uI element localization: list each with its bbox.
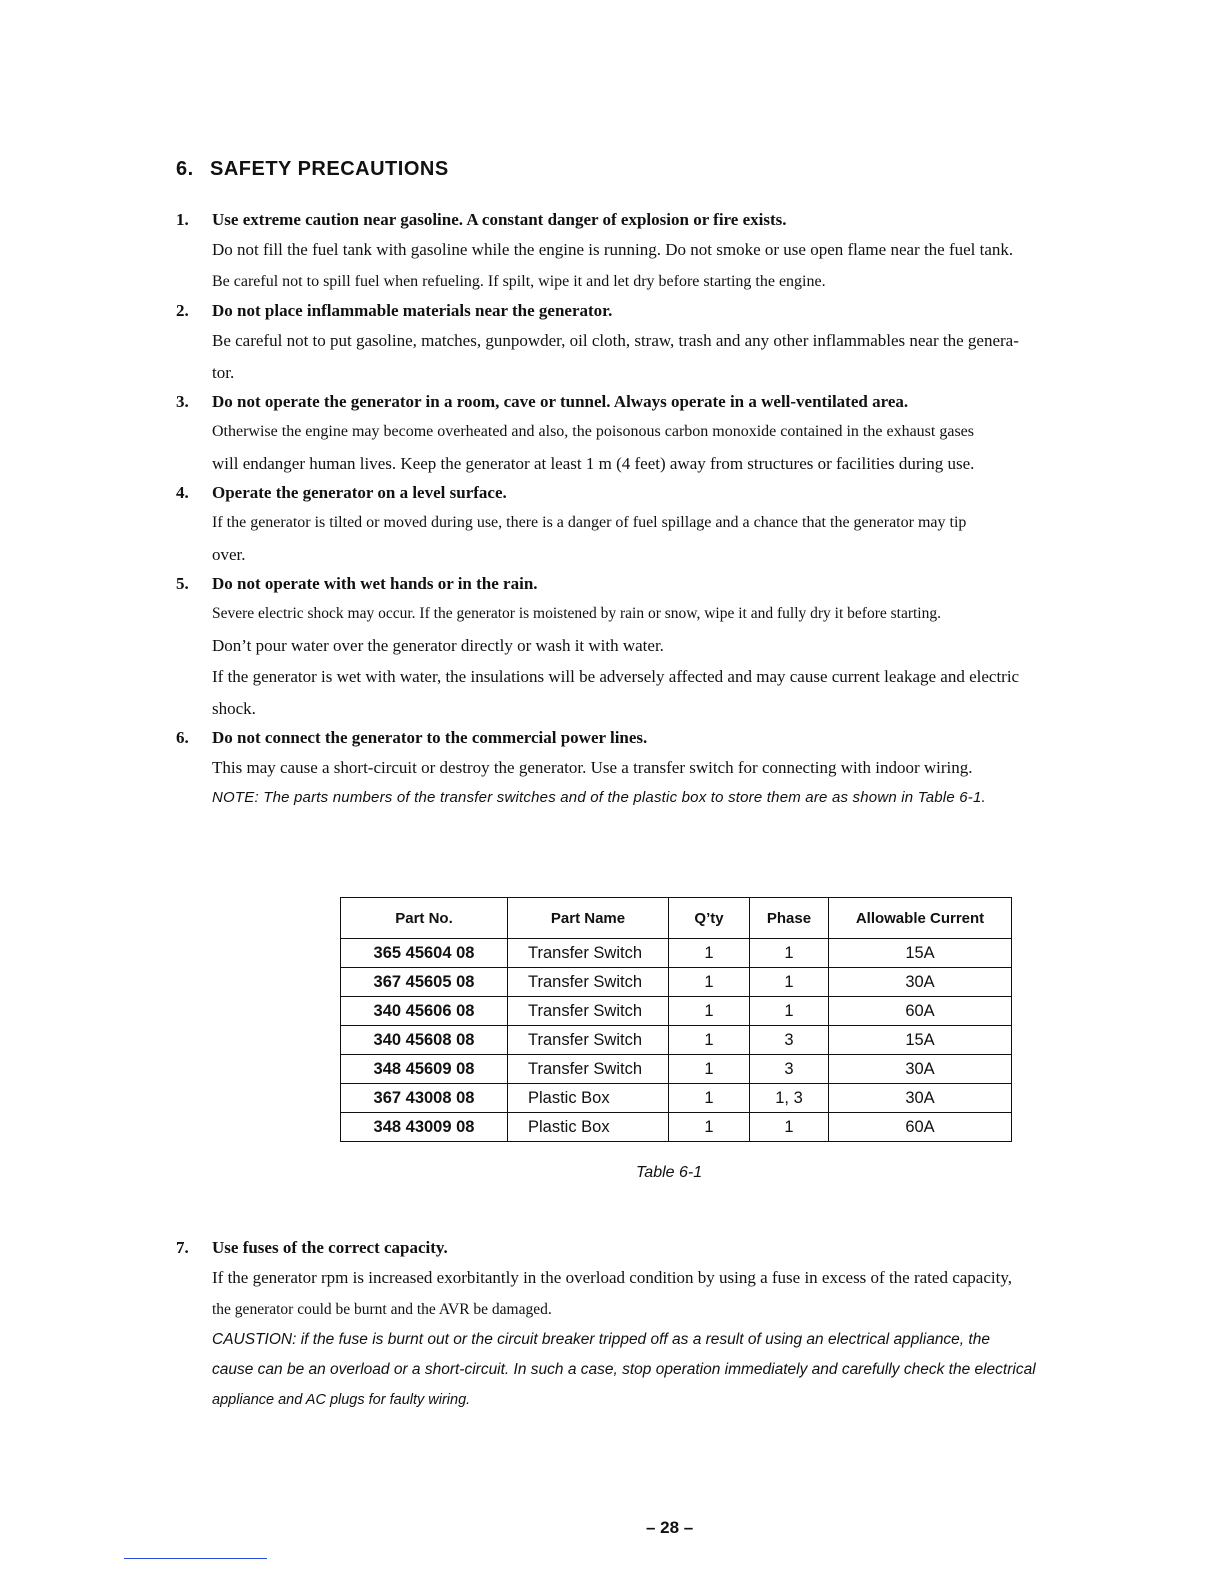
cell-qty: 1 [669, 1026, 750, 1055]
cell-part-no: 348 45609 08 [341, 1055, 508, 1084]
cell-current: 60A [829, 997, 1012, 1026]
cell-part-name: Plastic Box [508, 1113, 669, 1142]
precaution-list-continued [172, 1234, 1172, 1415]
cell-qty: 1 [669, 939, 750, 968]
item-title: Do not connect the generator to the commercial power lines. [212, 728, 648, 747]
table-header-row [341, 898, 1012, 939]
header-phase: Phase [750, 898, 829, 939]
cell-part-no: 367 43008 08 [341, 1084, 508, 1113]
item-title: Operate the generator on a level surface. [212, 483, 507, 502]
cell-phase: 1 [750, 997, 829, 1026]
item-text: tor. [212, 362, 235, 382]
cell-phase: 3 [750, 1055, 829, 1084]
item-text: Be careful not to put gasoline, matches, gunpowder, oil cloth, straw, trash and any other inflammables near the genera- [212, 331, 1019, 350]
precaution-item-3 [172, 388, 1172, 479]
footer-rule [124, 1558, 267, 1559]
item-title: Do not place inflammable materials near the generator. [212, 301, 613, 320]
item-caution: appliance and AC plugs for faulty wiring. [212, 1392, 471, 1408]
item-title: Do not operate the generator in a room, cave or tunnel. Always operate in a well-ventilated area. [212, 392, 909, 411]
cell-part-no: 340 45606 08 [341, 997, 508, 1026]
section-number: 6. [176, 158, 194, 180]
item-number: 1. [176, 210, 189, 229]
cell-current: 60A [829, 1113, 1012, 1142]
table-row [341, 968, 1012, 997]
table-row [341, 997, 1012, 1026]
cell-phase: 1 [750, 968, 829, 997]
parts-table [340, 897, 1012, 1142]
header-part-name: Part Name [508, 898, 669, 939]
item-number: 5. [176, 574, 189, 593]
cell-part-no: 367 45605 08 [341, 968, 508, 997]
item-title: Do not operate with wet hands or in the rain. [212, 574, 538, 593]
item-text: This may cause a short-circuit or destroy the generator. Use a transfer switch for connecting with indoor wiring. [212, 758, 973, 777]
item-caution: cause can be an overload or a short-circuit. In such a case, stop operation immediately and carefully check the electrical [212, 1361, 1036, 1378]
header-qty: Q’ty [669, 898, 750, 939]
table-row [341, 939, 1012, 968]
cell-part-name: Transfer Switch [508, 997, 669, 1026]
cell-part-name: Transfer Switch [508, 968, 669, 997]
precaution-item-7 [172, 1234, 1172, 1415]
cell-current: 30A [829, 968, 1012, 997]
table-row [341, 1026, 1012, 1055]
item-text: Do not fill the fuel tank with gasoline while the engine is running. Do not smoke or use open flame near the fuel tank. [212, 240, 1014, 259]
cell-phase: 1 [750, 939, 829, 968]
table-row [341, 1055, 1012, 1084]
cell-phase: 1, 3 [750, 1084, 829, 1113]
item-text: Otherwise the engine may become overheated and also, the poisonous carbon monoxide contained in the exhaust gases [212, 423, 974, 440]
item-number: 4. [176, 483, 189, 502]
item-text: Severe electric shock may occur. If the generator is moistened by rain or snow, wipe it and fully dry it before starting. [212, 605, 941, 622]
item-text: over. [212, 544, 246, 564]
table-caption: Table 6-1 [636, 1164, 703, 1181]
precaution-item-2 [172, 297, 1172, 388]
cell-current: 15A [829, 939, 1012, 968]
cell-qty: 1 [669, 1084, 750, 1113]
item-number: 6. [176, 728, 189, 747]
section-heading [176, 158, 449, 181]
cell-qty: 1 [669, 1055, 750, 1084]
cell-current: 15A [829, 1026, 1012, 1055]
cell-phase: 3 [750, 1026, 829, 1055]
item-text: If the generator is tilted or moved during use, there is a danger of fuel spillage and a chance that the generator may tip [212, 514, 967, 531]
item-note: NOTE: The parts numbers of the transfer switches and of the plastic box to store them are as shown in Table 6-1. [212, 788, 986, 806]
header-part-no: Part No. [341, 898, 508, 939]
precaution-item-6 [172, 724, 1172, 812]
item-text: If the generator rpm is increased exorbitantly in the overload condition by using a fuse in excess of the rated capacity, [212, 1268, 1012, 1287]
cell-qty: 1 [669, 1113, 750, 1142]
item-title: Use fuses of the correct capacity. [212, 1238, 448, 1257]
cell-part-name: Transfer Switch [508, 1055, 669, 1084]
item-text: Don’t pour water over the generator directly or wash it with water. [212, 635, 664, 655]
cell-part-no: 340 45608 08 [341, 1026, 508, 1055]
precaution-list [172, 206, 1172, 812]
cell-current: 30A [829, 1084, 1012, 1113]
cell-qty: 1 [669, 968, 750, 997]
item-text: If the generator is wet with water, the insulations will be adversely affected and may cause current leakage and electric [212, 667, 1020, 686]
item-text: Be careful not to spill fuel when refueling. If spilt, wipe it and let dry before starting the engine. [212, 272, 826, 290]
item-text: the generator could be burnt and the AVR be damaged. [212, 1300, 552, 1318]
item-number: 3. [176, 392, 189, 411]
header-allowable-current: Allowable Current [829, 898, 1012, 939]
page-number: – 28 – [646, 1518, 694, 1537]
item-caution: CAUSTION: if the fuse is burnt out or the circuit breaker tripped off as a result of using an electrical appliance, the [212, 1331, 990, 1348]
section-title: SAFETY PRECAUTIONS [210, 158, 449, 180]
item-title: Use extreme caution near gasoline. A constant danger of explosion or fire exists. [212, 210, 787, 229]
cell-qty: 1 [669, 997, 750, 1026]
precaution-item-4 [172, 479, 1172, 570]
item-text: shock. [212, 698, 256, 718]
cell-current: 30A [829, 1055, 1012, 1084]
table-row [341, 1084, 1012, 1113]
table-row [341, 1113, 1012, 1142]
cell-part-name: Transfer Switch [508, 1026, 669, 1055]
cell-phase: 1 [750, 1113, 829, 1142]
item-number: 7. [176, 1238, 189, 1257]
parts-table-wrapper [340, 897, 1012, 1142]
cell-part-no: 365 45604 08 [341, 939, 508, 968]
cell-part-name: Plastic Box [508, 1084, 669, 1113]
cell-part-no: 348 43009 08 [341, 1113, 508, 1142]
item-number: 2. [176, 301, 189, 320]
cell-part-name: Transfer Switch [508, 939, 669, 968]
precaution-item-1 [172, 206, 1172, 297]
item-text: will endanger human lives. Keep the generator at least 1 m (4 feet) away from structures or facilities during use. [212, 453, 975, 473]
precaution-item-5 [172, 570, 1172, 724]
